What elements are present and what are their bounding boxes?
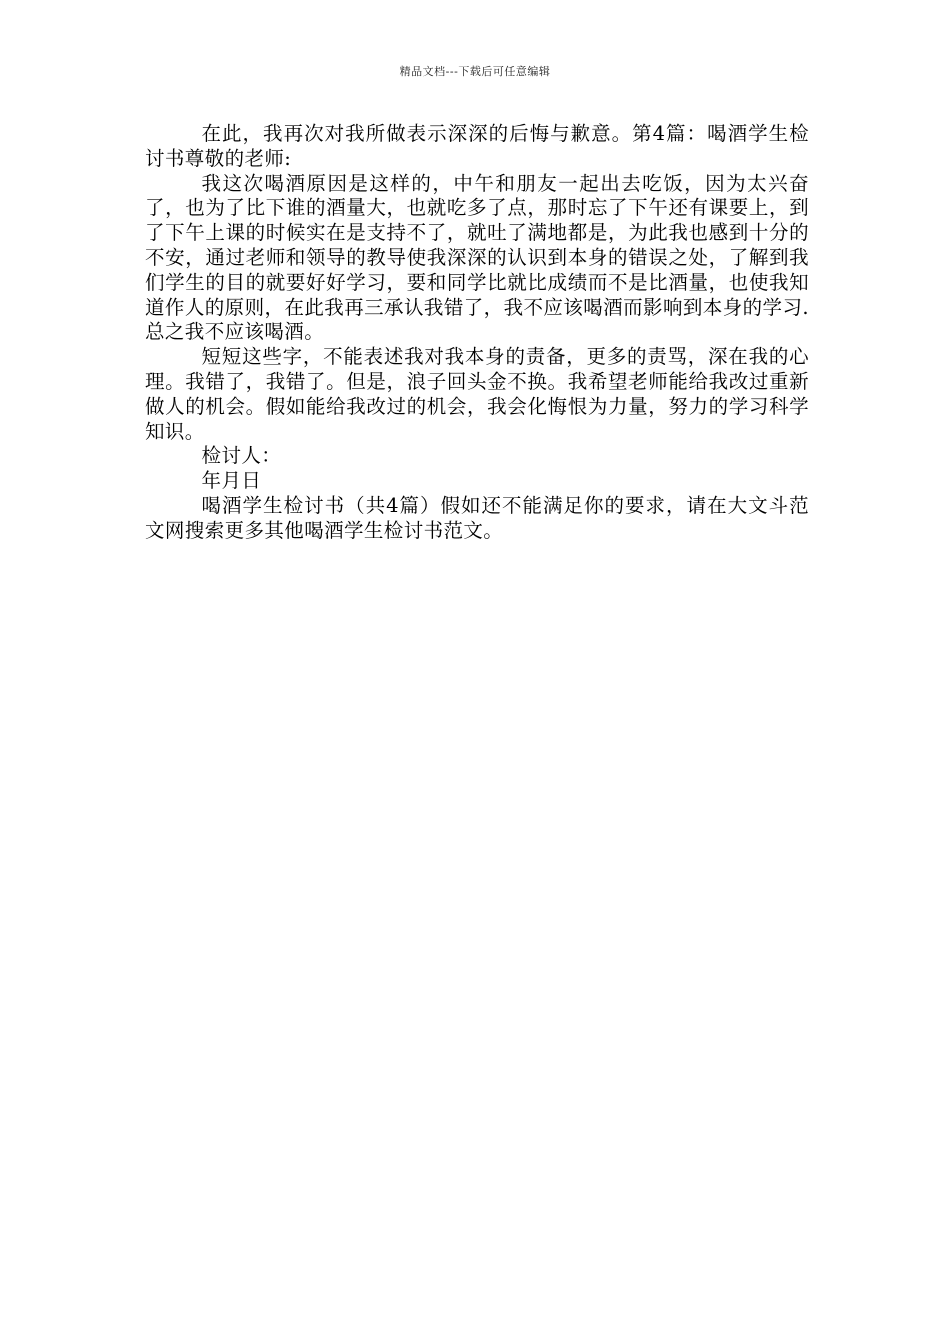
paragraph-self-reproach: 短短这些字，不能表述我对我本身的责备，更多的责骂，深在我的心理。我错了，我错了。但是，浪子回头金不换。我希望老师能给我改过重新做人的机会。假如能给我改过的机会，我会化悔恨为力量，努力的学习科学知识。 — [145, 345, 809, 443]
paragraph-footer-note: 喝酒学生检讨书（共4篇）假如还不能满足你的要求，请在大文斗范文网搜索更多其他喝酒学生检讨书范文。 — [145, 493, 809, 542]
date-line: 年月日 — [201, 469, 262, 493]
page-header: 精品文档---下载后可任意编辑 — [399, 65, 551, 78]
signature-label: 检讨人： — [201, 444, 282, 468]
paragraph-apology-closing: 在此，我再次对我所做表示深深的后悔与歉意。第4篇：喝酒学生检讨书尊敬的老师: — [145, 122, 809, 170]
paragraph-drinking-reason: 我这次喝酒原因是这样的，中午和朋友一起出去吃饭，因为太兴奋了，也为了比下谁的酒量大，也就吃多了点，那时忘了下午还有课要上，到了下午上课的时候实在是支持不了，就吐了满地都是，为此我也感到十分的不安，通过老师和领导的教导使我深深的认识到本身的错误之处，了解到我们学生的目的就要好好学习，要和同学比就比成绩而不是比酒量，也使我知道作人的原则，在此我再三承认我错了，我不应该喝酒而影响到本身的学习.总之我不应该喝酒。 — [145, 171, 809, 344]
document-body — [145, 122, 809, 544]
